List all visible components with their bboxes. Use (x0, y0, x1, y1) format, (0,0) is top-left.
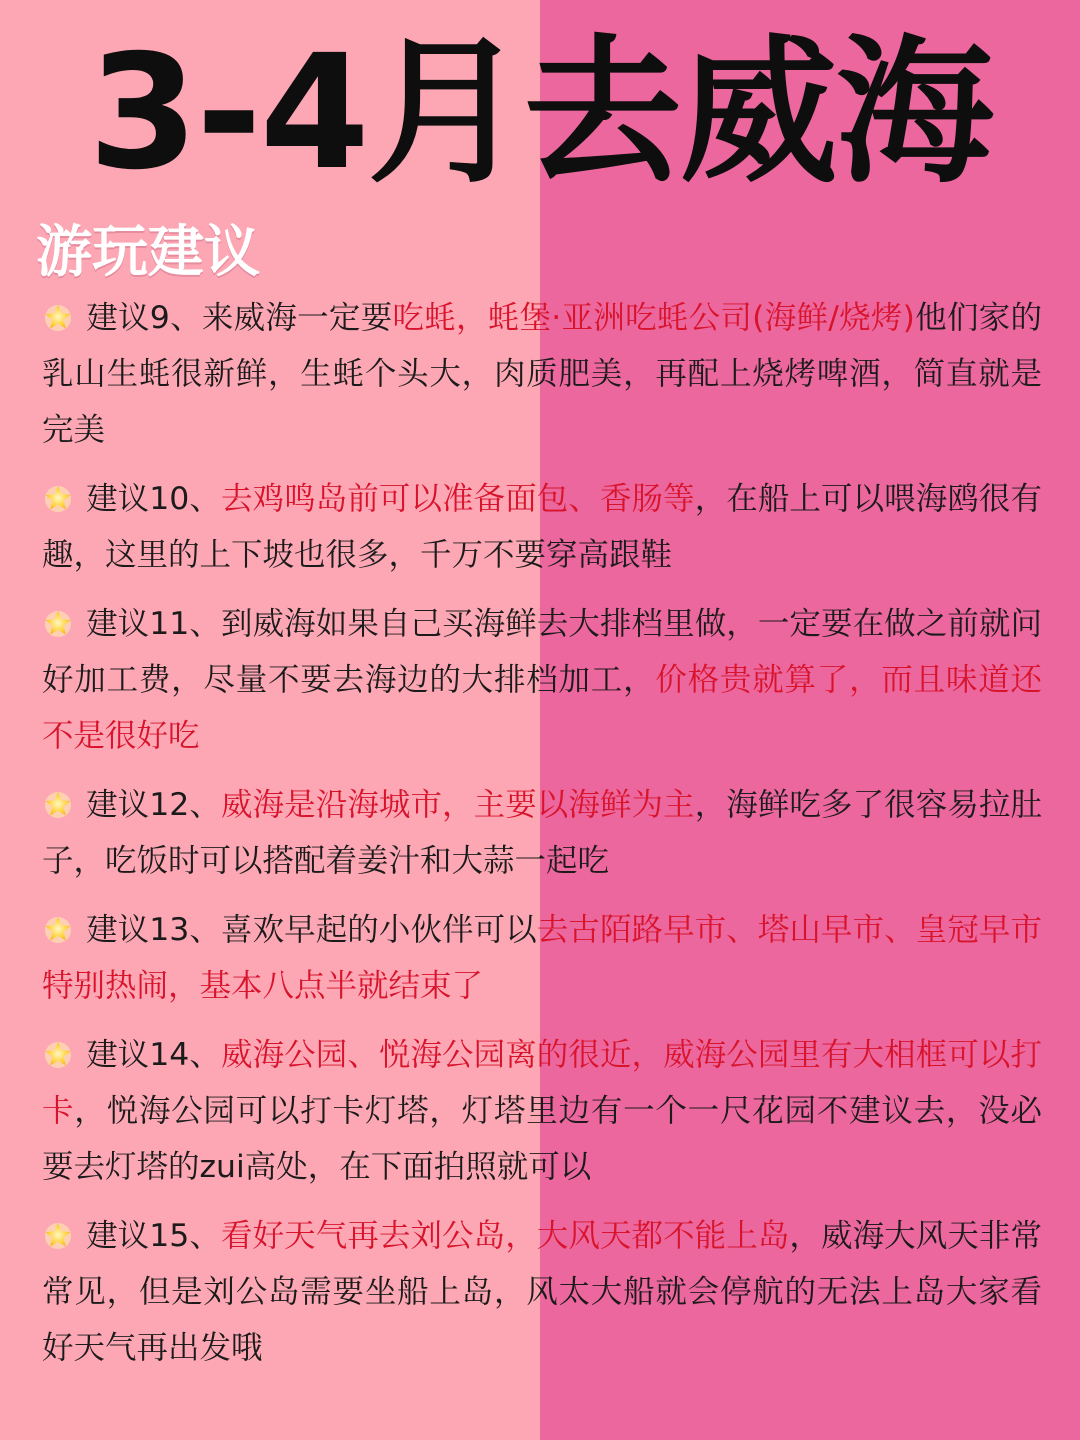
tip-highlight-text: 吃蚝，蚝堡·亚洲吃蚝公司(海鲜/烧烤) (392, 300, 915, 336)
tip-item (42, 777, 1042, 889)
tip-item (42, 1208, 1042, 1376)
tip-text: ，悦海公园可以打卡灯塔，灯塔里边有一个一尺花园不建议去，没必要去灯塔的zui高处，在下面拍照就可以 (42, 1093, 1042, 1185)
glowing-star-icon (42, 789, 74, 819)
tip-text: 建议13、喜欢早起的小伙伴可以 (86, 912, 537, 948)
tip-text: ，在船上可以喂海鸥很有趣，这里的上下坡也很多，千万不要穿高跟鞋 (42, 481, 1042, 573)
tip-item (42, 471, 1042, 583)
page-title: 3-4月去威海 (88, 21, 992, 205)
tips-list (42, 290, 1042, 1389)
tip-text: 建议9、来威海一定要 (86, 300, 393, 336)
glowing-star-icon (42, 914, 74, 944)
section-heading: 游玩建议 (36, 220, 260, 285)
tip-highlight-text: 去古陌路早市、塔山早市、皇冠早市特别热闹，基本八点半就结束了 (42, 912, 1042, 1004)
tip-item (42, 596, 1042, 764)
tip-text: ，威海大风天非常常见，但是刘公岛需要坐船上岛，风太大船就会停航的无法上岛大家看好天气再出发哦 (42, 1218, 1042, 1366)
tip-text: ，海鲜吃多了很容易拉肚子，吃饭时可以搭配着姜汁和大蒜一起吃 (42, 787, 1042, 879)
glowing-star-icon (42, 1220, 74, 1250)
tip-text: 建议15、 (86, 1218, 221, 1254)
glowing-star-icon (42, 483, 74, 513)
tip-highlight-text: 去鸡鸣岛前可以准备面包、香肠等 (221, 481, 695, 517)
tip-text: 建议10、 (86, 481, 221, 517)
glowing-star-icon (42, 608, 74, 638)
tip-item (42, 290, 1042, 458)
glowing-star-icon (42, 302, 74, 332)
tip-item (42, 1027, 1042, 1195)
tip-item (42, 902, 1042, 1014)
tip-text: 建议11、到威海如果自己买海鲜去大排档里做，一定要在做之前就问好加工费，尽量不要去海边的大排档加工， (42, 606, 1042, 698)
tip-highlight-text: 威海是沿海城市，主要以海鲜为主 (221, 787, 695, 823)
glowing-star-icon (42, 1039, 74, 1069)
tip-text: 建议14、 (86, 1037, 221, 1073)
tip-text: 他们家的乳山生蚝很新鲜，生蚝个头大，肉质肥美，再配上烧烤啤酒，简直就是完美 (42, 300, 1042, 448)
tip-highlight-text: 看好天气再去刘公岛，大风天都不能上岛 (221, 1218, 790, 1254)
tip-text: 建议12、 (86, 787, 221, 823)
tip-highlight-text: 威海公园、悦海公园离的很近，威海公园里有大相框可以打卡 (42, 1037, 1042, 1129)
tip-highlight-text: 价格贵就算了，而且味道还不是很好吃 (42, 662, 1042, 754)
